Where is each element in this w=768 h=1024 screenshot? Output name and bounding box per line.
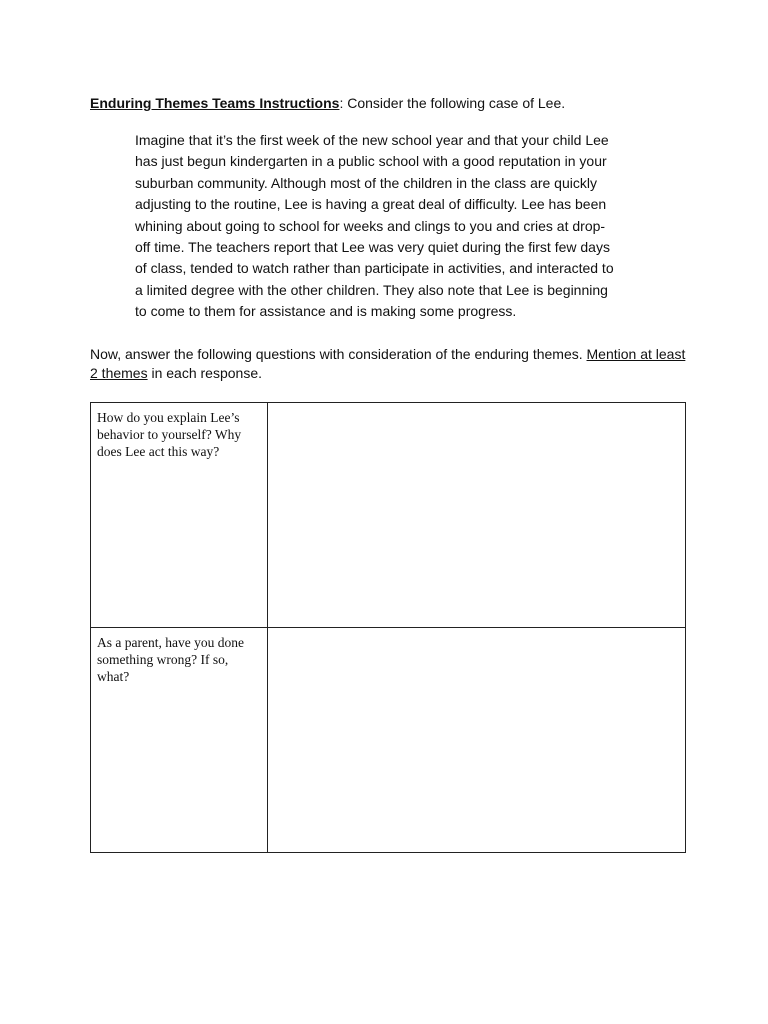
instructions-heading — [90, 94, 690, 112]
question-prompt: How do you explain Lee’s behavior to yourself? Why does Lee act this way? — [97, 410, 242, 459]
case-line: to come to them for assistance and is making some progress. — [135, 303, 517, 320]
table-row — [91, 403, 686, 628]
question-prompt: As a parent, have you done something wrong? If so, what? — [97, 635, 244, 684]
heading-intro: : Consider the following case of Lee. — [339, 95, 566, 111]
question-cell — [91, 628, 268, 853]
case-line: has just begun kindergarten in a public school with a good reputation in your — [135, 153, 607, 170]
case-line: Imagine that it’s the first week of the new school year and that your child Lee — [135, 132, 609, 148]
case-line: whining about going to school for weeks and clings to you and cries at drop- — [135, 217, 606, 234]
questions-instructions — [90, 345, 690, 383]
response-table — [90, 402, 686, 853]
answer-cell[interactable] — [268, 628, 686, 853]
table-row — [91, 628, 686, 853]
case-line: adjusting to the routine, Lee is having a great deal of difficulty. Lee has been — [135, 196, 607, 213]
heading-title: Enduring Themes Teams Instructions — [90, 95, 340, 111]
question-cell — [91, 403, 268, 628]
case-line: of class, tended to watch rather than participate in activities, and interacted to — [135, 260, 614, 277]
case-line: a limited degree with the other children. They also note that Lee is beginning — [135, 281, 608, 298]
case-paragraph — [135, 130, 635, 323]
answer-cell[interactable] — [268, 403, 686, 628]
instructions-emphasis: Mention at least 2 themes — [90, 346, 686, 381]
instructions-prefix: Now, answer the following questions with consideration of the enduring themes. — [90, 346, 587, 362]
case-line: suburban community. Although most of the children in the class are quickly — [135, 174, 597, 191]
instructions-suffix: in each response. — [147, 365, 262, 381]
case-line: off time. The teachers report that Lee was very quiet during the first few days — [135, 239, 610, 256]
